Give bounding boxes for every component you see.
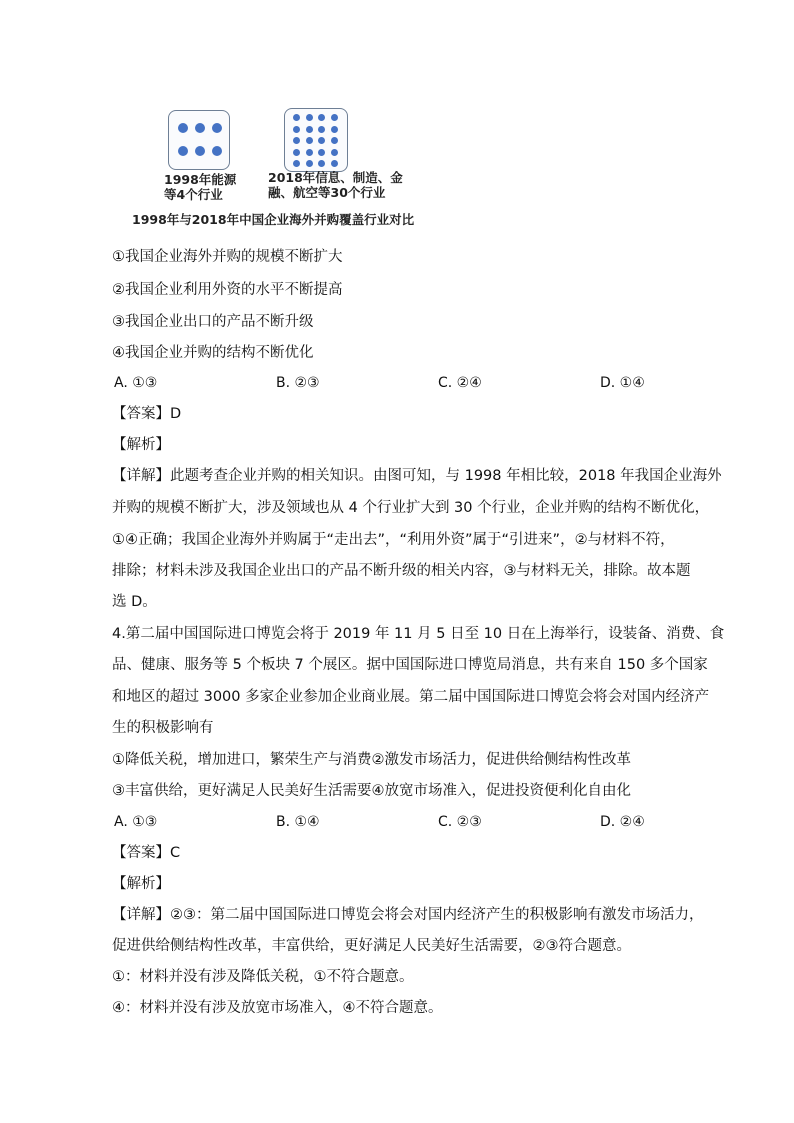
label-2018-line1: 2018年信息、制造、金 — [268, 170, 403, 185]
q4-answer: 【答案】C — [112, 845, 181, 861]
industry-dot-2018 — [318, 160, 325, 167]
industry-dot-2018 — [331, 160, 338, 167]
q4-option-d: D. ②④ — [600, 814, 645, 830]
q3-option-a: A. ①③ — [114, 375, 158, 391]
q3-answer: 【答案】D — [112, 406, 182, 422]
q4-stem-line-3: 和地区的超过 3000 多家企业参加企业商业展。第二届中国国际进口博览会将会对国内经济产 — [112, 689, 710, 705]
q4-stem-line-2: 品、健康、服务等 5 个板块 7 个展区。据中国国际进口博览局消息，共有来自 150 多个国家 — [112, 657, 708, 673]
q3-option-c: C. ②④ — [438, 375, 482, 391]
q4-option-a: A. ①③ — [114, 814, 158, 830]
q4-detail-line-3: ①：材料并没有涉及降低关税，①不符合题意。 — [112, 969, 414, 985]
industry-dot-2018 — [331, 126, 338, 133]
q3-detail-line-3: ①④正确；我国企业海外并购属于“走出去”，“利用外资”属于“引进来”，②与材料不符， — [112, 532, 675, 548]
industry-dot-2018 — [293, 149, 300, 156]
industry-dot-2018 — [331, 114, 338, 121]
industry-dot-1998 — [195, 146, 205, 156]
q4-detail-line-2: 促进供给侧结构性改革，丰富供给，更好满足人民美好生活需要，②③符合题意。 — [112, 938, 631, 954]
industry-dot-2018 — [306, 126, 313, 133]
industry-dot-2018 — [306, 137, 313, 144]
industry-dot-2018 — [318, 149, 325, 156]
q4-statements-line-1: ①降低关税，增加进口，繁荣生产与消费②激发市场活力，促进供给侧结构性改革 — [112, 752, 631, 768]
industry-dot-1998 — [178, 123, 188, 133]
label-1998-line1: 1998年能源 — [164, 172, 237, 187]
industry-dot-2018 — [331, 137, 338, 144]
q3-option-b: B. ②③ — [276, 375, 320, 391]
industry-dot-2018 — [306, 114, 313, 121]
q4-stem-line-1: 4.第二届中国国际进口博览会将于 2019 年 11 月 5 日至 10 日在上海举行，设装备、消费、食 — [112, 626, 725, 642]
industry-dot-1998 — [178, 146, 188, 156]
label-1998-line2: 等4个行业 — [164, 187, 223, 202]
q3-detail-line-2: 并购的规模不断扩大，涉及领域也从 4 个行业扩大到 30 个行业，企业并购的结构不断优化， — [112, 500, 710, 516]
figure-caption: 1998年与2018年中国企业海外并购覆盖行业对比 — [132, 212, 415, 227]
label-2018 — [268, 170, 403, 200]
industry-dot-2018 — [293, 114, 300, 121]
industry-dot-2018 — [293, 160, 300, 167]
q4-option-c: C. ②③ — [438, 814, 482, 830]
q4-detail-line-1: 【详解】②③：第二届中国国际进口博览会将会对国内经济产生的积极影响有激发市场活力， — [112, 907, 704, 923]
q3-detail-line-4: 排除；材料未涉及我国企业出口的产品不断升级的相关内容，③与材料无关，排除。故本题 — [112, 563, 691, 579]
q4-statements-line-2: ③丰富供给，更好满足人民美好生活需要④放宽市场准入，促进投资便利化自由化 — [112, 783, 631, 799]
q4-analysis-title: 【解析】 — [112, 876, 170, 892]
q3-detail-line-5: 选 D。 — [112, 594, 157, 610]
q3-statement-3: ③我国企业出口的产品不断升级 — [112, 314, 314, 330]
q3-statement-1: ①我国企业海外并购的规模不断扩大 — [112, 249, 343, 265]
industry-dot-1998 — [195, 123, 205, 133]
industry-dot-1998 — [212, 123, 222, 133]
industry-dot-2018 — [306, 149, 313, 156]
industry-dot-2018 — [318, 114, 325, 121]
industry-dot-2018 — [293, 126, 300, 133]
industry-dot-2018 — [318, 137, 325, 144]
label-1998 — [164, 172, 236, 202]
industry-dot-2018 — [306, 160, 313, 167]
q3-option-d: D. ①④ — [600, 375, 645, 391]
industry-dot-1998 — [212, 146, 222, 156]
q3-analysis-title: 【解析】 — [112, 437, 170, 453]
industry-dot-2018 — [318, 126, 325, 133]
label-2018-line2: 融、航空等30个行业 — [268, 185, 386, 200]
q3-statement-2: ②我国企业利用外资的水平不断提高 — [112, 282, 343, 298]
q4-option-b: B. ①④ — [276, 814, 320, 830]
q3-statement-4: ④我国企业并购的结构不断优化 — [112, 345, 314, 361]
industry-dot-2018 — [293, 137, 300, 144]
grid-2018-box — [284, 108, 348, 172]
q4-stem-line-4: 生的积极影响有 — [112, 720, 214, 736]
industry-dot-2018 — [331, 149, 338, 156]
q3-detail-line-1: 【详解】此题考查企业并购的相关知识。由图可知，与 1998 年相比较，2018 年我国企业海外 — [112, 468, 722, 484]
q4-detail-line-4: ④：材料并没有涉及放宽市场准入，④不符合题意。 — [112, 1000, 443, 1016]
grid-1998-box — [168, 110, 230, 170]
